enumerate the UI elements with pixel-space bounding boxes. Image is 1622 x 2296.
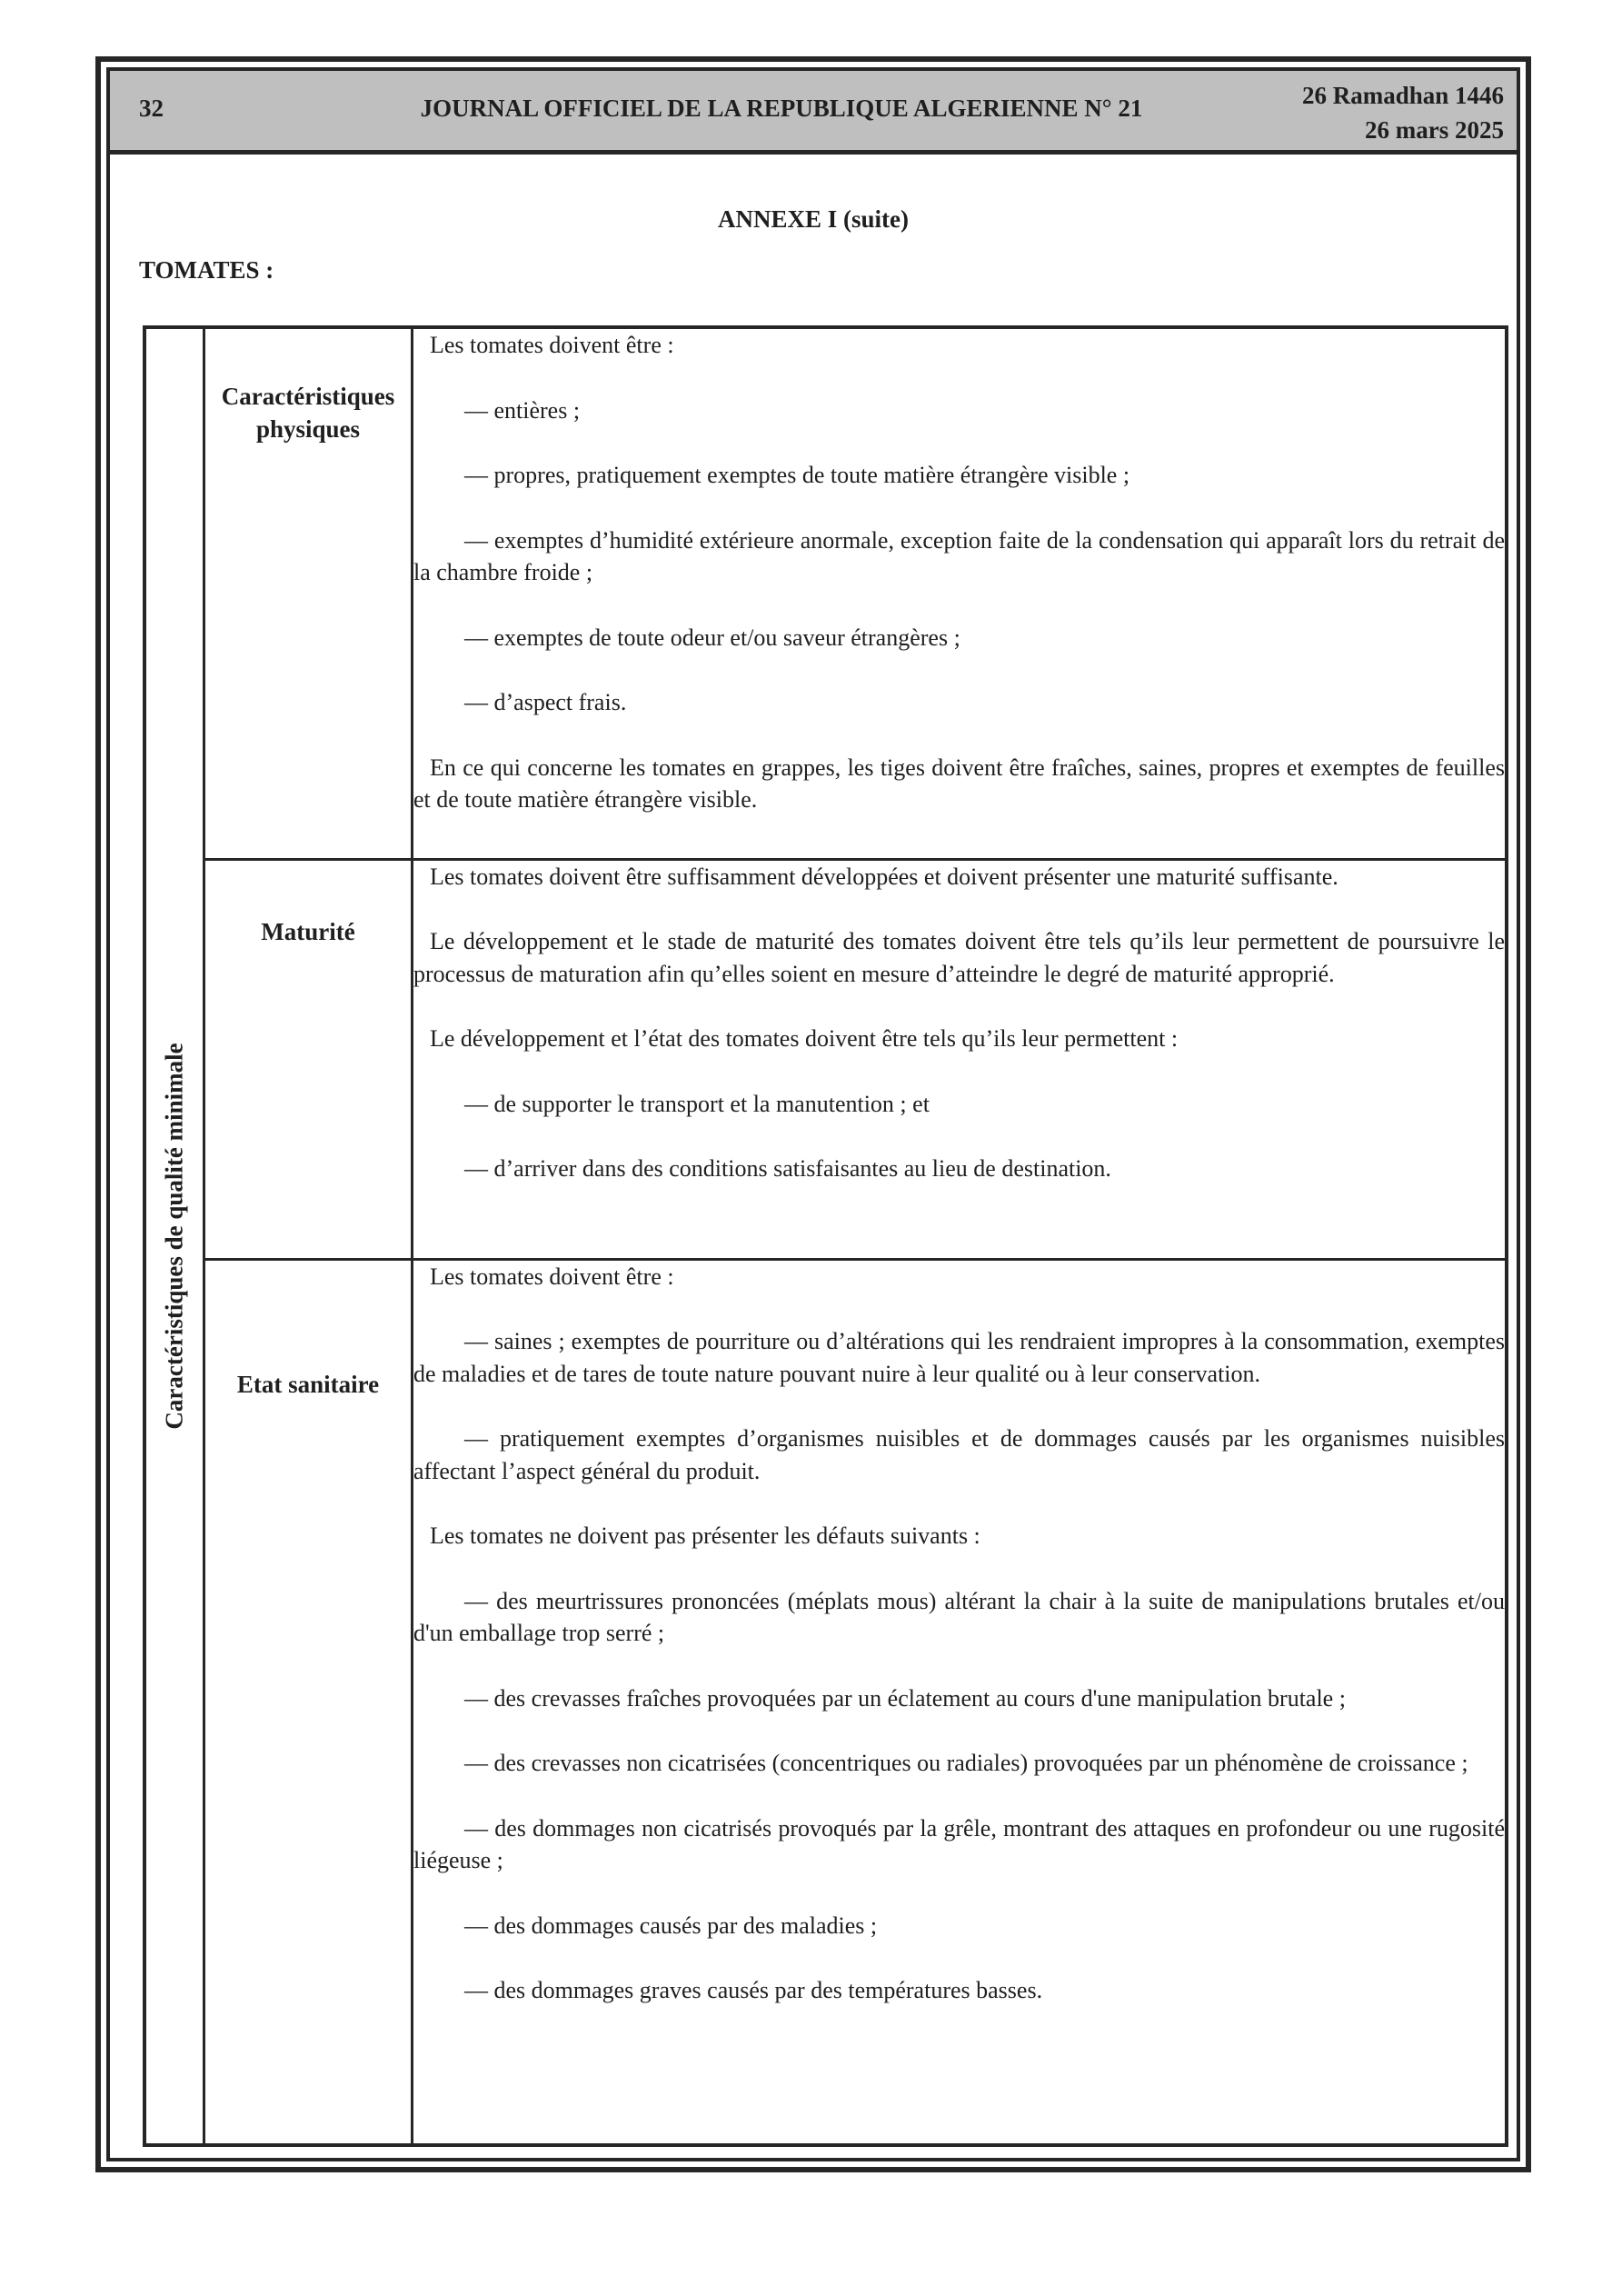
list-item: — des dommages non cicatrisés provoqués par la grêle, montrant des attaques en profondeur ou une rugosité liégeuse ; (413, 1814, 1505, 1873)
gregorian-date: 26 mars 2025 (1365, 116, 1504, 144)
group-label: Caractéristiques de qualité minimale (160, 1043, 188, 1430)
row-label-cell (204, 859, 413, 1259)
table-row (144, 1259, 1507, 2145)
table-row (144, 327, 1507, 859)
row-content-cell (413, 327, 1508, 859)
journal-title: JOURNAL OFFICIEL DE LA REPUBLIQUE ALGERIENNE N° 21 (420, 95, 1143, 122)
row-label-line: Caractéristiques (221, 383, 395, 410)
list-item: — propres, pratiquement exemptes de toute matière étrangère visible ; (464, 462, 1130, 488)
group-cell (144, 327, 204, 2145)
paragraph: Le développement et l’état des tomates doivent être tels qu’ils leur permettent : (430, 1025, 1179, 1052)
row-label-line: physiques (255, 415, 361, 443)
row-label: Etat sanitaire (236, 1370, 380, 1398)
hijri-date: 26 Ramadhan 1446 (1301, 82, 1504, 109)
list-item: — des dommages causés par des maladies ; (464, 1912, 878, 1939)
quality-table (143, 325, 1508, 2147)
list-item: — des crevasses non cicatrisées (concentriques ou radiales) provoquées par un phénomène de croissance ; (464, 1750, 1468, 1776)
row-label (205, 329, 411, 445)
row-label: Maturité (261, 917, 355, 945)
table-row (144, 859, 1507, 1259)
list-item: — saines ; exemptes de pourriture ou d’altérations qui les rendraient impropres à la consommation, exemptes de maladies et de tares de toute nature pouvant nuire à leur qualité ou à leur conservation. (413, 1328, 1505, 1387)
list-item: — d’arriver dans des conditions satisfaisantes au lieu de destination. (464, 1155, 1111, 1182)
row-label-cell (204, 327, 413, 859)
list-item: — des meurtrissures prononcées (méplats mous) altérant la chair à la suite de manipulations brutales et/ou d'un emballage trop serré ; (413, 1587, 1505, 1646)
list-item: — des dommages graves causés par des températures basses. (464, 1977, 1043, 2003)
page-frame (95, 56, 1531, 2172)
annex-title: ANNEXE I (suite) (717, 205, 909, 233)
paragraph: Les tomates ne doivent pas présenter les défauts suivants : (430, 1522, 980, 1549)
row-content-cell (413, 859, 1508, 1259)
paragraph: Les tomates doivent être : (430, 332, 674, 358)
list-item: — d’aspect frais. (464, 689, 627, 715)
list-item: — des crevasses fraîches provoquées par un éclatement au cours d'une manipulation brutale ; (464, 1684, 1346, 1712)
paragraph: Le développement et le stade de maturité des tomates doivent être tels qu’ils leur permettent de poursuivre le processus de maturation afin qu’elles soient en mesure d’atteindre le degré de maturité approprié. (413, 928, 1505, 987)
page-number: 32 (139, 95, 164, 122)
paragraph: Les tomates doivent être : (430, 1263, 674, 1290)
section-title: TOMATES : (139, 256, 274, 284)
list-item: — exemptes d’humidité extérieure anormale, exception faite de la condensation qui apparaît lors du retrait de la chambre froide ; (413, 526, 1505, 585)
list-item: — exemptes de toute odeur et/ou saveur étrangères ; (464, 624, 960, 651)
paragraph: Les tomates doivent être suffisamment développées et doivent présenter une maturité suffisante. (430, 863, 1338, 890)
list-item: — de supporter le transport et la manutention ; et (464, 1090, 930, 1117)
journal-header (110, 71, 1517, 155)
list-item: — pratiquement exemptes d’organismes nuisibles et de dommages causés par les organismes nuisibles affectant l’aspect général du produit. (413, 1425, 1505, 1484)
page-inner-frame (106, 67, 1520, 2161)
list-item: — entières ; (464, 396, 581, 424)
paragraph: En ce qui concerne les tomates en grappes, les tiges doivent être fraîches, saines, propres et exemptes de feuilles et de toute matière étrangère visible. (413, 754, 1505, 813)
issue-date (1302, 78, 1504, 147)
row-content-cell (413, 1259, 1508, 2145)
row-label-cell (204, 1259, 413, 2145)
